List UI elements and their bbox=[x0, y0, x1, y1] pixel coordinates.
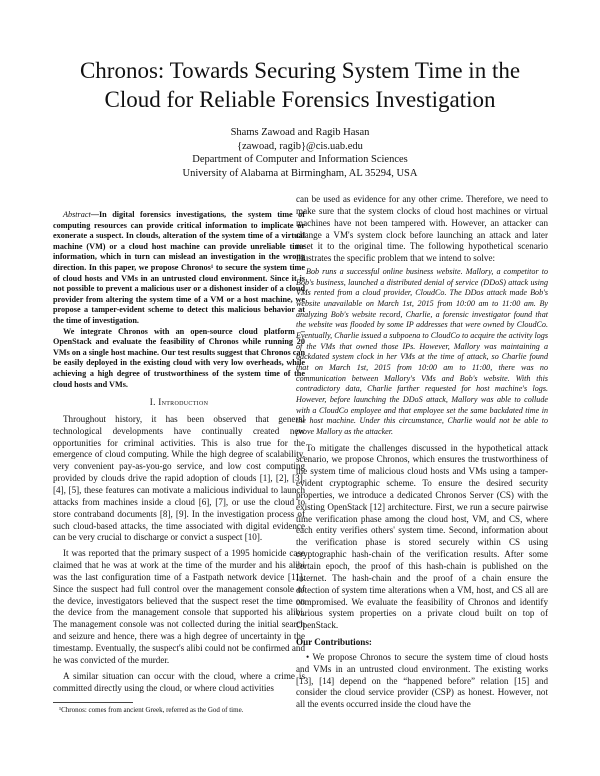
author-department: Department of Computer and Information Sciences bbox=[192, 154, 408, 165]
footnote: ¹Chronos: comes from ancient Greek, referred as the God of time. bbox=[59, 706, 244, 715]
paper-title-line-2: Cloud for Reliable Forensics Investigation bbox=[104, 87, 496, 112]
intro-paragraph-3: A similar situation can occur with the cloud, where a crime is committed directly using the cloud, or where cloud activities bbox=[53, 670, 305, 693]
right-paragraph-1: can be used as evidence for any other crime. Therefore, we need to make sure that the system clocks of cloud host machines or virtual machines have not been tampered with. However, an attacker can change a VM's system clock before launching an attack and later reset it to the original time. The following hypothetical scenario illustrates the specific problem that we intend to solve: bbox=[296, 194, 548, 264]
hypothetical-scenario: Bob runs a successful online business website. Mallory, a competitor to Bob's business, launched a distributed denial of service (DDoS) attack using VMs rented from a cloud provider, CloudCo. The DDos attack made Bob's website unavailable on March 1st, 2015 from 10:00 am to 11:00 am. By analyzing Bob's website record, Charlie, a forensic investigator found that the website was flooded by some IP addresses that were owned by CloudCo. Eventually, Charlie issued a subpoena to CloudCo to acquire the activity logs of the VMs that owned those IPs. However, Mallory was maintaining a backdated system clock in her VMs at the time of attack, so Charlie found that on March 1st, 2015 from 10:00 am to 11:00, there was no communication between Mallory's VMs and Bob's website. With this contradictory data, Charlie farther requested for host machine's logs. However, before launching the DDoS attack, Mallory was able to collude with a CloudCo employee and that employee set the same backdated time in the host machine. Under this circumstance, Charlie would not be able to prove Mallory as the attacker. bbox=[296, 267, 548, 436]
author-email: {zawoad, ragib}@cis.uab.edu bbox=[237, 140, 363, 152]
abstract bbox=[53, 210, 305, 390]
author-university: University of Alabama at Birmingham, AL 35294, USA bbox=[182, 167, 418, 179]
footnote-divider bbox=[53, 702, 133, 703]
abstract-text-1: —In digital forensics investigations, the system time of computing resources can provide critical information to implicate or exonerate a suspect. In clouds, alteration of the system time of a virtual machine (VM) or a cloud host machine can provide unreliable time information, which in turn can mislead an investigation in the wrong direction. In this paper, we propose Chronos¹ to secure the system time of cloud hosts and VMs in an untrusted cloud environment. Since it is not possible to prevent a malicious user or a dishonest insider of a cloud provider from altering the system time of a VM or a host machine, we propose a tamper-evident scheme to detect this malicious behavior at the time of investigation. bbox=[53, 210, 305, 325]
author-block bbox=[60, 126, 540, 180]
author-names: Shams Zawoad and Ragib Hasan bbox=[230, 127, 370, 138]
abstract-lead: Abstract bbox=[63, 210, 91, 219]
paper-title-line-1: Chronos: Towards Securing System Time in the bbox=[79, 58, 521, 83]
contributions-heading: Our Contributions: bbox=[296, 637, 372, 648]
abstract-paragraph-1 bbox=[53, 210, 305, 327]
right-column bbox=[296, 194, 548, 711]
abstract-paragraph-2: We integrate Chronos with an open-source cloud platform – OpenStack and evaluate the feasibility of Chronos while running 20 VMs on a single host machine. Our test results suggest that Chronos can be easily deployed in the existing cloud with very low overheads, while achieving a high degree of trustworthiness of the system time of the cloud hosts and VMs. bbox=[53, 326, 305, 389]
right-paragraph-2: To mitigate the challenges discussed in the hypothetical attack scenario, we propose Chronos, which ensures the trustworthiness of the system time of malicious cloud hosts and VMs using a tamper-evident cryptographic scheme. To ensure the desired security properties, we introduce a dedicated Chronos Server (CS) with the existing OpenStack [12] architecture. First, we run a secure pairwise time verification phase among the cloud host, VM, and CS, where each entity verifies others' system time. Second, information about the verification phase is stored securely within CS using cryptographic hash-chain of the verification results. After some certain epoch, the proof of this hash-chain is published on the Internet. The hash-chain and the proof of a chain ensure the detection of system time alterations when a VM, host, and CS all are compromised. We evaluate the feasibility of Chronos and identify various system properties on a private cloud built on top of OpenStack. bbox=[296, 442, 548, 631]
intro-paragraph-1: Throughout history, it has been observed that general technological developments have continually created new opportunities for criminal activities. This is also true for the emergence of cloud computing. While the high degree of scalability, very convenient pay-as-you-go service, and low cost computing provided by clouds drive the rapid adoption of clouds [1], [2], [3], [4], [5], these features can motivate a malicious individual to launch attacks from machines inside a cloud [6], [7], or use the cloud to store contraband documents [8], [9]. In the investigation process of such cloud-based attacks, the time associated with digital evidence can be very crucial to discharge or convict a suspect [10]. bbox=[53, 413, 305, 543]
intro-paragraph-2: It was reported that the primary suspect of a 1995 homicide case claimed that he was at work at the time of the murder and his alibi was the last configuration time of a Fastpath network device [11]. Since the suspect had full control over the management console of the device, investigators believed that the suspect reset the time on the device from the management console that supported his alibi. The management console was not collected during the initial search and seizure and hence, there was a high degree of uncertainty in the timestamp. Eventually, the suspect's alibi could not be confirmed and he was convicted of the murder. bbox=[53, 548, 305, 665]
contribution-item-1: • We propose Chronos to secure the system time of cloud hosts and VMs in an untrusted cloud environment. The existing works [13], [14] depend on the “happened before” relation [15] and consider the cloud service provider (CSP) as honest. However, not all the events occurred inside the cloud have the bbox=[296, 651, 548, 710]
paper-title bbox=[40, 56, 560, 114]
left-column bbox=[53, 210, 305, 715]
section-heading-introduction: I. Introduction bbox=[149, 397, 209, 408]
